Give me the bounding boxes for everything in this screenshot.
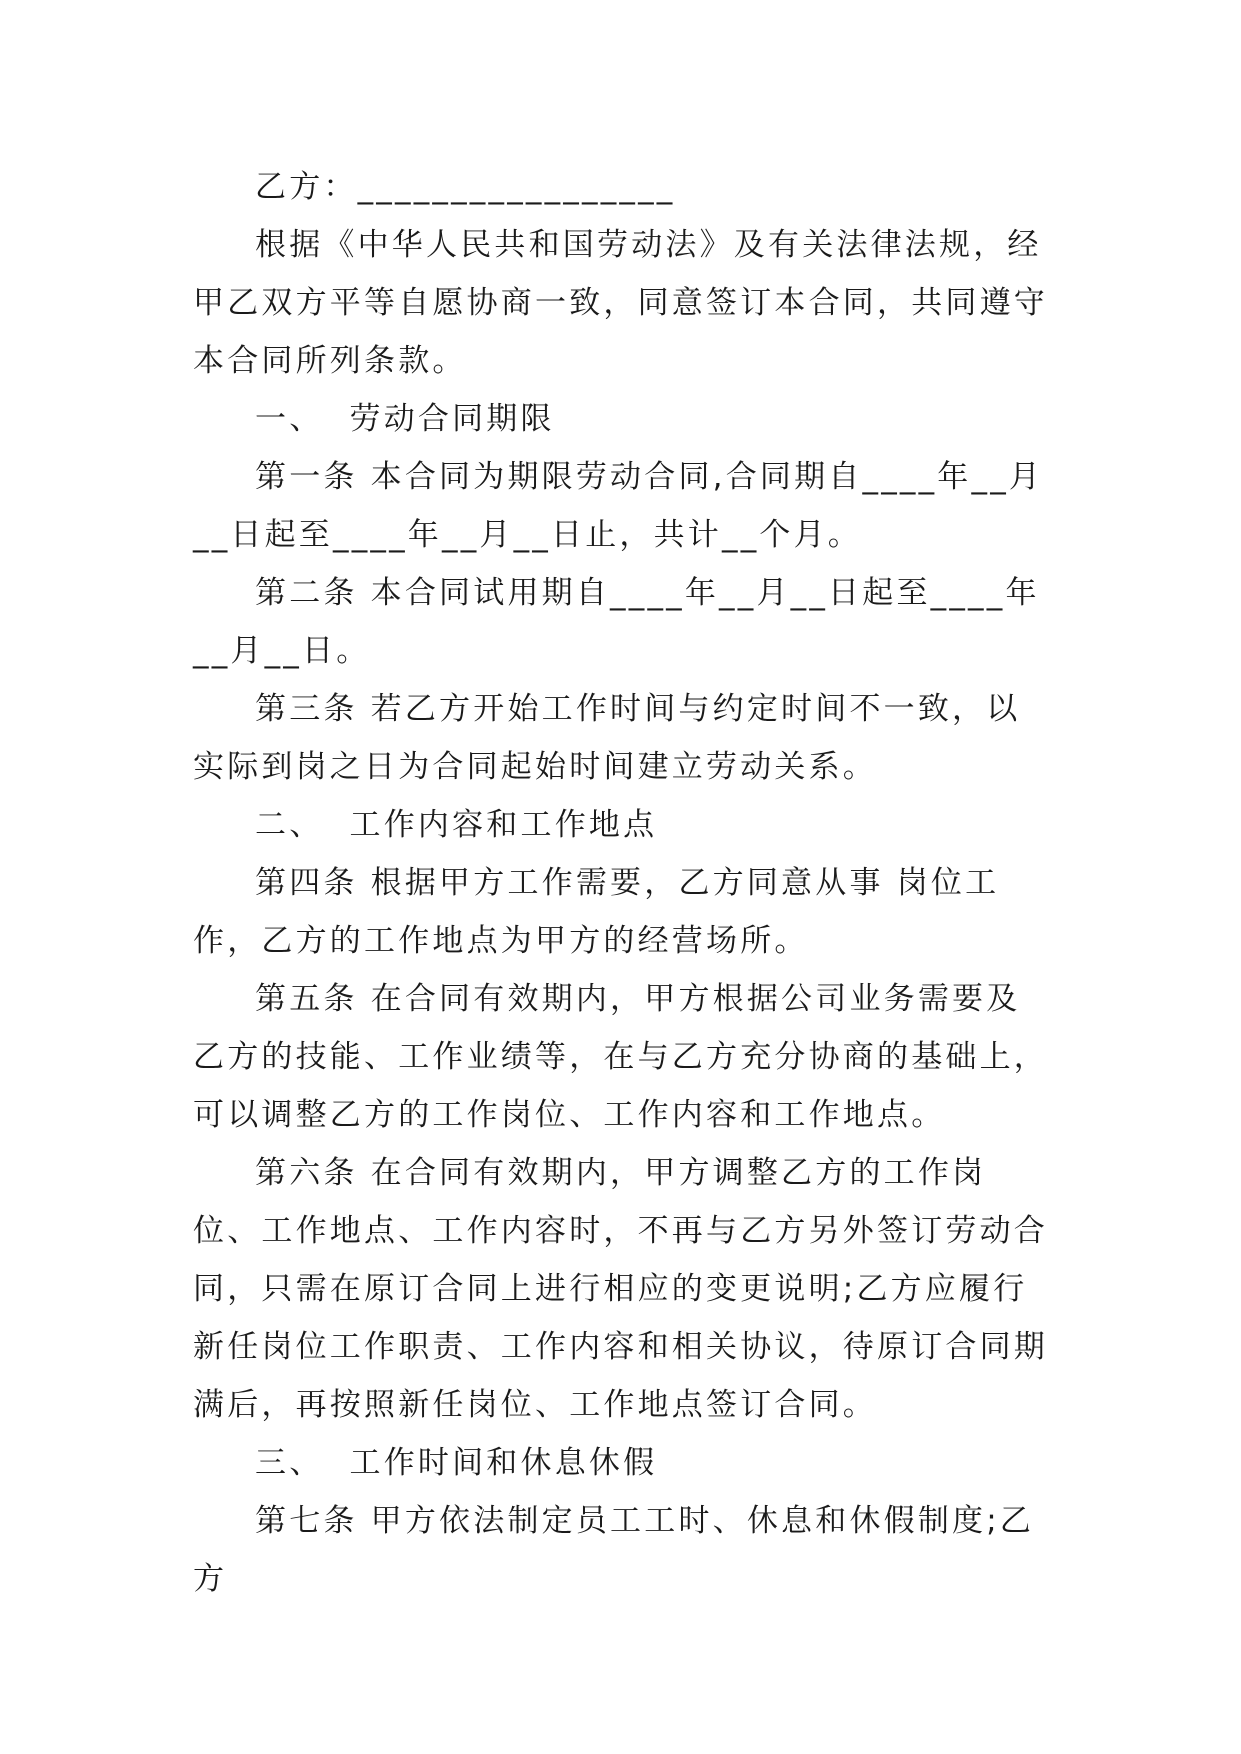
section-heading-work-content: 二、 工作内容和工作地点 [255,807,658,843]
article-2: 第二条 本合同试用期自____年__月__日起至____年__月__日。 [193,575,1040,669]
party-b-line: 乙方：_________________ [255,169,676,205]
article-4: 第四条 根据甲方工作需要，乙方同意从事 岗位工作，乙方的工作地点为甲方的经营场所。 [193,865,1000,959]
article-7: 第七条 甲方依法制定员工工时、休息和休假制度;乙方 [193,1503,1035,1597]
section-heading-contract-term: 一、 劳动合同期限 [255,401,555,437]
preamble-paragraph: 根据《中华人民共和国劳动法》及有关法律法规，经甲乙双方平等自愿协商一致，同意签订本合同，共同遵守本合同所列条款。 [193,227,1048,379]
article-6: 第六条 在合同有效期内，甲方调整乙方的工作岗位、工作地点、工作内容时，不再与乙方另外签订劳动合同，只需在原订合同上进行相应的变更说明;乙方应履行新任岗位工作职责、工作内容和相关协议，待原订合同期满后，再按照新任岗位、工作地点签订合同。 [193,1155,1048,1423]
section-heading-work-hours: 三、 工作时间和休息休假 [255,1445,658,1481]
article-5: 第五条 在合同有效期内，甲方根据公司业务需要及乙方的技能、工作业绩等，在与乙方充分协商的基础上，可以调整乙方的工作岗位、工作内容和工作地点。 [193,981,1048,1133]
article-3: 第三条 若乙方开始工作时间与约定时间不一致，以实际到岗之日为合同起始时间建立劳动关系。 [193,691,1021,785]
contract-text [193,158,1053,1608]
article-1: 第一条 本合同为期限劳动合同,合同期自____年__月__日起至____年__月__日止，共计__个月。 [193,459,1044,553]
